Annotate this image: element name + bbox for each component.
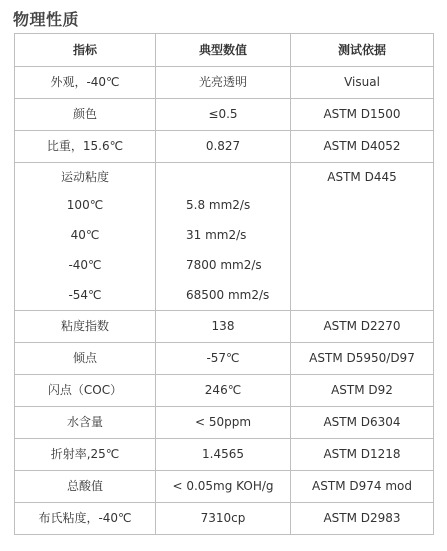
row-method: ASTM D92 bbox=[291, 375, 434, 407]
row-value: ≤0.5 bbox=[156, 99, 291, 131]
row-name: 比重，15.6℃ bbox=[15, 131, 156, 163]
table-row bbox=[15, 407, 434, 439]
row-value: 1.4565 bbox=[156, 439, 291, 471]
row-method: ASTM D4052 bbox=[291, 131, 434, 163]
viscosity-value: 5.8 mm2/s bbox=[186, 198, 251, 212]
table-row bbox=[15, 439, 434, 471]
header-indicator: 指标 bbox=[15, 34, 156, 67]
table-header-row bbox=[15, 34, 434, 67]
viscosity-method-cell bbox=[291, 163, 434, 311]
viscosity-values bbox=[156, 163, 291, 311]
row-value: < 0.05mg KOH/g bbox=[156, 471, 291, 503]
viscosity-label: 运动粘度 bbox=[60, 170, 109, 184]
viscosity-names bbox=[15, 163, 156, 311]
viscosity-method: ASTM D445 bbox=[327, 170, 397, 184]
viscosity-temp: 40℃ bbox=[70, 228, 100, 242]
table-row bbox=[15, 375, 434, 407]
row-method: ASTM D1500 bbox=[291, 99, 434, 131]
row-method: ASTM D6304 bbox=[291, 407, 434, 439]
viscosity-row bbox=[15, 163, 434, 311]
viscosity-value: 31 mm2/s bbox=[186, 228, 247, 242]
viscosity-temp: 100℃ bbox=[66, 198, 104, 212]
row-value: 138 bbox=[156, 311, 291, 343]
row-value: 7310cp bbox=[156, 503, 291, 535]
table-row bbox=[15, 471, 434, 503]
row-name: 闪点（COC） bbox=[15, 375, 156, 407]
row-method: ASTM D974 mod bbox=[291, 471, 434, 503]
table-row bbox=[15, 131, 434, 163]
row-name: 倾点 bbox=[15, 343, 156, 375]
row-method: ASTM D5950/D97 bbox=[291, 343, 434, 375]
row-method: ASTM D2983 bbox=[291, 503, 434, 535]
properties-table bbox=[14, 33, 434, 535]
row-name: 外观，-40℃ bbox=[15, 67, 156, 99]
header-typical-value: 典型数值 bbox=[156, 34, 291, 67]
row-method: ASTM D1218 bbox=[291, 439, 434, 471]
row-method: Visual bbox=[291, 67, 434, 99]
table-row bbox=[15, 503, 434, 535]
table-row bbox=[15, 99, 434, 131]
row-value: < 50ppm bbox=[156, 407, 291, 439]
viscosity-temp: -40℃ bbox=[68, 258, 102, 272]
row-value: -57℃ bbox=[156, 343, 291, 375]
row-name: 折射率,25℃ bbox=[15, 439, 156, 471]
row-value: 0.827 bbox=[156, 131, 291, 163]
table-row bbox=[15, 343, 434, 375]
row-name: 颜色 bbox=[15, 99, 156, 131]
table-row bbox=[15, 67, 434, 99]
viscosity-value: 68500 mm2/s bbox=[186, 288, 270, 302]
viscosity-value: 7800 mm2/s bbox=[186, 258, 262, 272]
page-title: 物理性质 bbox=[13, 10, 80, 29]
row-value: 246℃ bbox=[156, 375, 291, 407]
row-method: ASTM D2270 bbox=[291, 311, 434, 343]
row-name: 总酸值 bbox=[15, 471, 156, 503]
header-test-method: 测试依据 bbox=[291, 34, 434, 67]
row-name: 布氏粘度，-40℃ bbox=[15, 503, 156, 535]
viscosity-temp: -54℃ bbox=[68, 288, 102, 302]
row-name: 水含量 bbox=[15, 407, 156, 439]
table-row bbox=[15, 311, 434, 343]
row-name: 粘度指数 bbox=[15, 311, 156, 343]
row-value: 光亮透明 bbox=[156, 67, 291, 99]
